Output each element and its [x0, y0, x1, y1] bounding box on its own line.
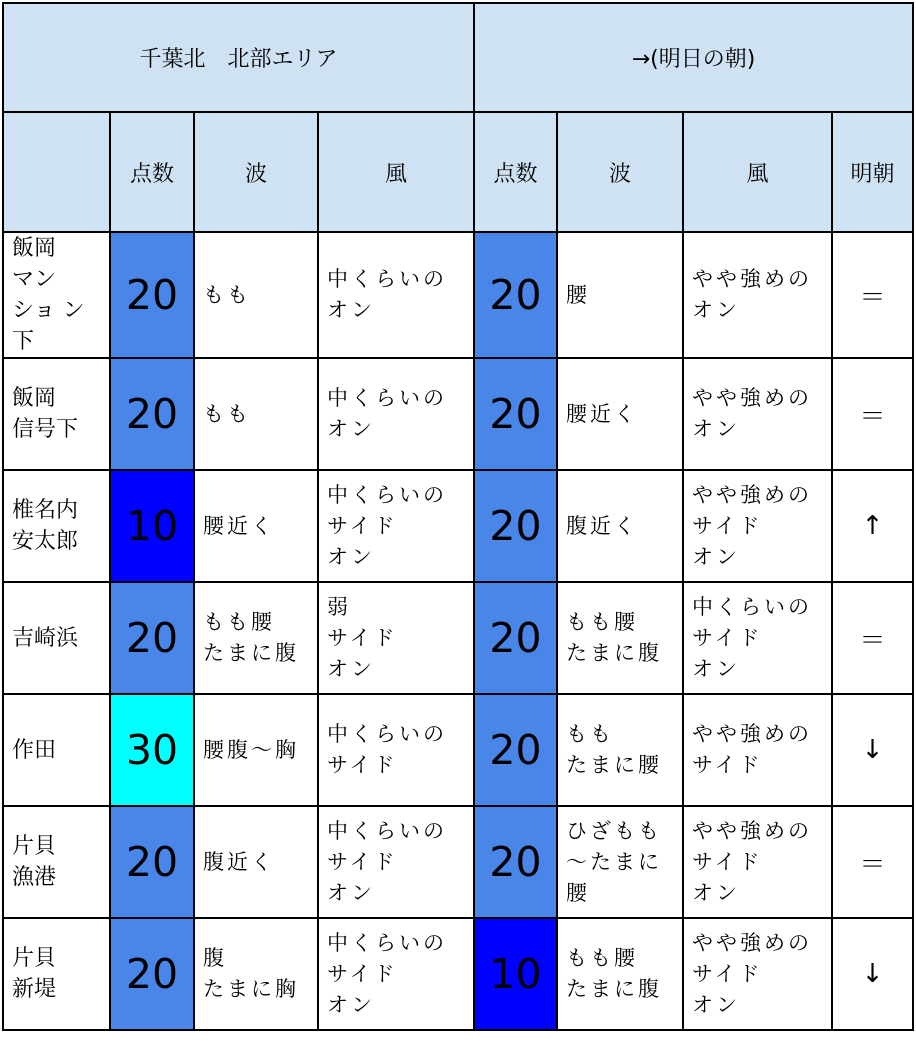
trend-cell: ＝ — [832, 232, 913, 358]
next-wind-cell: やや強めの オン — [683, 232, 832, 358]
next-wave-cell: もも たまに腰 — [557, 694, 683, 806]
next-score-cell: 20 — [474, 582, 557, 694]
next-score-cell: 20 — [474, 470, 557, 582]
next-score-cell: 20 — [474, 358, 557, 470]
trend-cell: ↓ — [832, 694, 913, 806]
spot-name: 飯岡 マン ショ ン 下 — [3, 232, 110, 358]
wave-header: 波 — [194, 112, 318, 232]
wind-cell: 中くらいの サイド — [318, 694, 474, 806]
next-wind-cell: やや強めの サイド — [683, 694, 832, 806]
wind-cell: 中くらいの オン — [318, 358, 474, 470]
trend-cell: ↑ — [832, 470, 913, 582]
next-wind-cell: やや強めの サイド オン — [683, 806, 832, 918]
next-wind-cell: やや強めの オン — [683, 358, 832, 470]
next-wind-header: 風 — [683, 112, 832, 232]
wave-cell: 腹近く — [194, 806, 318, 918]
area-title: 千葉北 北部エリア — [3, 3, 474, 112]
wind-cell: 弱 サイド オン — [318, 582, 474, 694]
table-row — [3, 582, 913, 694]
wind-cell: 中くらいの サイド オン — [318, 806, 474, 918]
spot-name: 吉崎浜 — [3, 582, 110, 694]
wind-cell: 中くらいの サイド オン — [318, 470, 474, 582]
score-cell: 20 — [110, 232, 194, 358]
table-row — [3, 918, 913, 1030]
wind-cell: 中くらいの サイド オン — [318, 918, 474, 1030]
next-wind-cell: やや強めの サイド オン — [683, 918, 832, 1030]
next-wave-cell: ひざもも 〜たまに 腰 — [557, 806, 683, 918]
wave-cell: 腰腹〜胸 — [194, 694, 318, 806]
wave-cell: もも腰 たまに腹 — [194, 582, 318, 694]
score-cell: 20 — [110, 358, 194, 470]
score-cell: 20 — [110, 582, 194, 694]
wind-header: 風 — [318, 112, 474, 232]
table-row — [3, 232, 913, 358]
next-wind-cell: 中くらいの サイド オン — [683, 582, 832, 694]
next-wave-cell: もも腰 たまに腹 — [557, 582, 683, 694]
score-cell: 20 — [110, 806, 194, 918]
next-wave-cell: もも腰 たまに腹 — [557, 918, 683, 1030]
wave-cell: 腹 たまに胸 — [194, 918, 318, 1030]
next-score-header: 点数 — [474, 112, 557, 232]
trend-cell: ↓ — [832, 918, 913, 1030]
next-wave-cell: 腰近く — [557, 358, 683, 470]
trend-header: 明朝 — [832, 112, 913, 232]
table-row — [3, 694, 913, 806]
next-score-cell: 20 — [474, 694, 557, 806]
surf-forecast-table — [2, 2, 914, 1031]
table-row — [3, 470, 913, 582]
wave-cell: 腰近く — [194, 470, 318, 582]
forecast-title: →(明日の朝) — [474, 3, 913, 112]
score-cell: 10 — [110, 470, 194, 582]
wave-cell: もも — [194, 232, 318, 358]
next-wave-cell: 腰 — [557, 232, 683, 358]
score-header: 点数 — [110, 112, 194, 232]
next-score-cell: 20 — [474, 806, 557, 918]
next-wind-cell: やや強めの サイド オン — [683, 470, 832, 582]
table-row — [3, 358, 913, 470]
trend-cell: ＝ — [832, 358, 913, 470]
score-cell: 30 — [110, 694, 194, 806]
spot-name: 椎名内 安太郎 — [3, 470, 110, 582]
trend-cell: ＝ — [832, 582, 913, 694]
next-wave-cell: 腹近く — [557, 470, 683, 582]
next-wave-header: 波 — [557, 112, 683, 232]
score-cell: 20 — [110, 918, 194, 1030]
spot-name: 作田 — [3, 694, 110, 806]
table-row — [3, 806, 913, 918]
next-score-cell: 10 — [474, 918, 557, 1030]
next-score-cell: 20 — [474, 232, 557, 358]
spot-name: 片貝 漁港 — [3, 806, 110, 918]
trend-cell: ＝ — [832, 806, 913, 918]
spot-header — [3, 112, 110, 232]
spot-name: 飯岡 信号下 — [3, 358, 110, 470]
wind-cell: 中くらいの オン — [318, 232, 474, 358]
wave-cell: もも — [194, 358, 318, 470]
spot-name: 片貝 新堤 — [3, 918, 110, 1030]
